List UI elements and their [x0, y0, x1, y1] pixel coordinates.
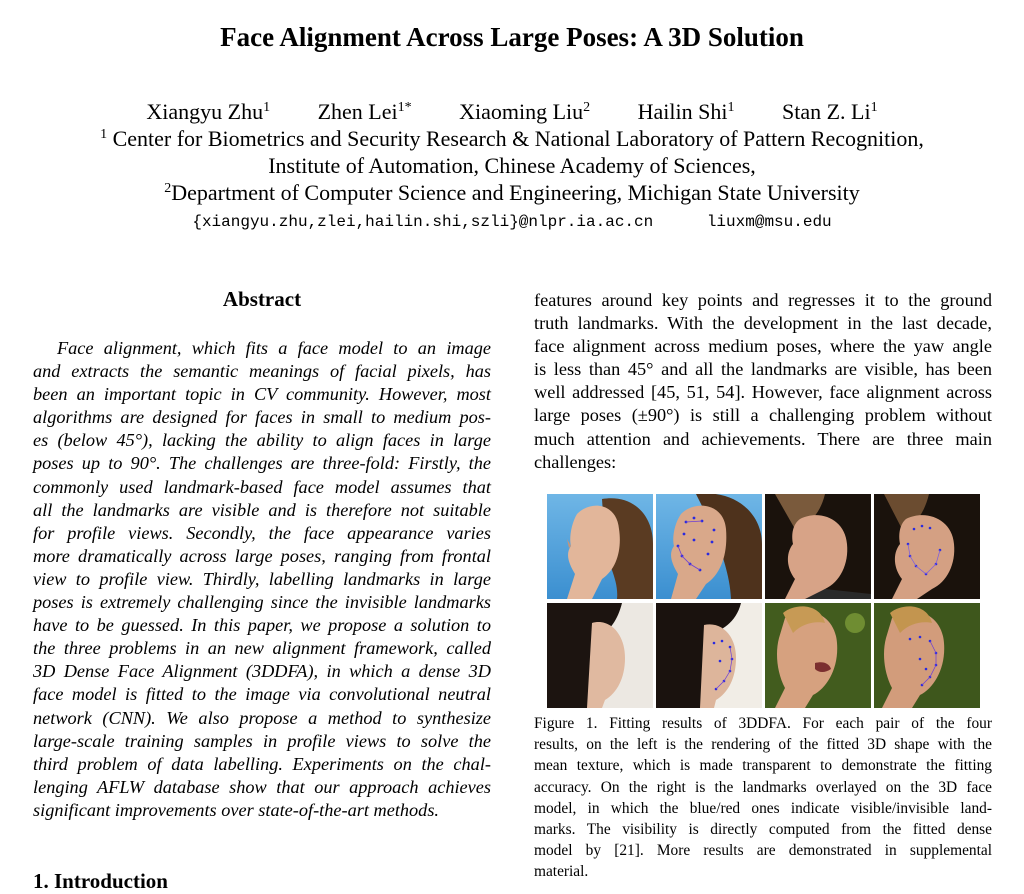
affiliation: Institute of Automation, Chinese Academy of Sciences,: [268, 153, 756, 178]
author: Stan Z. Li$^1$: [782, 99, 878, 124]
author: Xiaoming Liu$^2$: [459, 99, 591, 124]
email-msu: liuxm@msu.edu: [706, 213, 832, 231]
author: Hailin Shi$^1$: [637, 99, 735, 124]
affiliation: $^2$Department of Computer Science and Engineering, Michigan State University: [164, 180, 860, 205]
right-column-body: features around key points and regresses it to the ground truth landmarks. With the development in the last decade, face alignment across medium poses, where the yaw angle is less than 45° and all the landmarks are visible, has been well addressed [45, 51, 54]. However, face alignment across large poses (±90°) is still a challenging problem without much attention and achievements. There are three main challenges:: [534, 290, 992, 472]
introduction-heading: 1. Introduction: [33, 869, 168, 893]
figure-1-caption: Figure 1. Fitting results of 3DDFA. For each pair of the four results, on the left is the rendering of the fitted 3D shape with the mean texture, which is made transparent to demonstrate the fitting accuracy. On the right is the landmarks overlayed on the 3D face model, in which the blue/red ones indicate visible/invisible land- marks. The visibility is directly computed from the fitted dense model by [21]. More results are demonstrated in supplemental material.: [534, 715, 992, 881]
author: Xiangyu Zhu$^1$: [146, 99, 271, 124]
face-image-landmarks: [656, 494, 762, 599]
affiliation: $^1$ Center for Biometrics and Security Research & National Laboratory of Pattern Recognition,: [100, 126, 924, 151]
abstract-heading: Abstract: [222, 287, 302, 311]
face-image-landmarks: [656, 603, 762, 708]
author-list: [0, 98, 1024, 126]
face-image-rendered: [765, 494, 871, 599]
abstract-body: Face alignment, which fits a face model to an image and extracts the semantic meanings of facial pixels, has been an important topic in CV community. However, most algorithms are designed for faces in small to medium pos- es (below 45°), lacking the ability to align faces in large poses up to 90°. The challenges are three-fold: Firstly, the commonly used landmark-based face model assumes that all the landmarks are visible and is therefore not suitable for profile views. Secondly, the face appearance varies more dramatically across large poses, ranging from frontal view to profile view. Thirdly, labelling landmarks in large poses is extremely challenging since the invisible landmarks have to be guessed. In this paper, we propose a solution to the three problems in an new alignment framework, called 3D Dense Face Alignment (3DDFA), in which a dense 3D face model is fitted to the image via convolutional neutral network (CNN). We also propose a method to synthesize large-scale training samples in profile views to solve the third problem of data labelling. Experiments on the chal- lenging AFLW database show that our approach achieves significant improvements over state-of-the-art methods.: [33, 338, 491, 820]
figure-1: [547, 494, 979, 708]
face-image-rendered: [547, 603, 653, 708]
author-emails: [0, 212, 1024, 232]
author: Zhen Lei$^{1*}$: [317, 99, 412, 124]
paper-title: Face Alignment Across Large Poses: A 3D Solution: [220, 22, 804, 52]
face-image-rendered: [765, 603, 871, 708]
email-cas: {xiangyu.zhu,zlei,hailin.shi,szli}@nlpr.ia.ac.cn: [192, 213, 654, 231]
face-image-rendered: [547, 494, 653, 599]
face-image-landmarks: [874, 603, 980, 708]
face-image-landmarks: [874, 494, 980, 599]
